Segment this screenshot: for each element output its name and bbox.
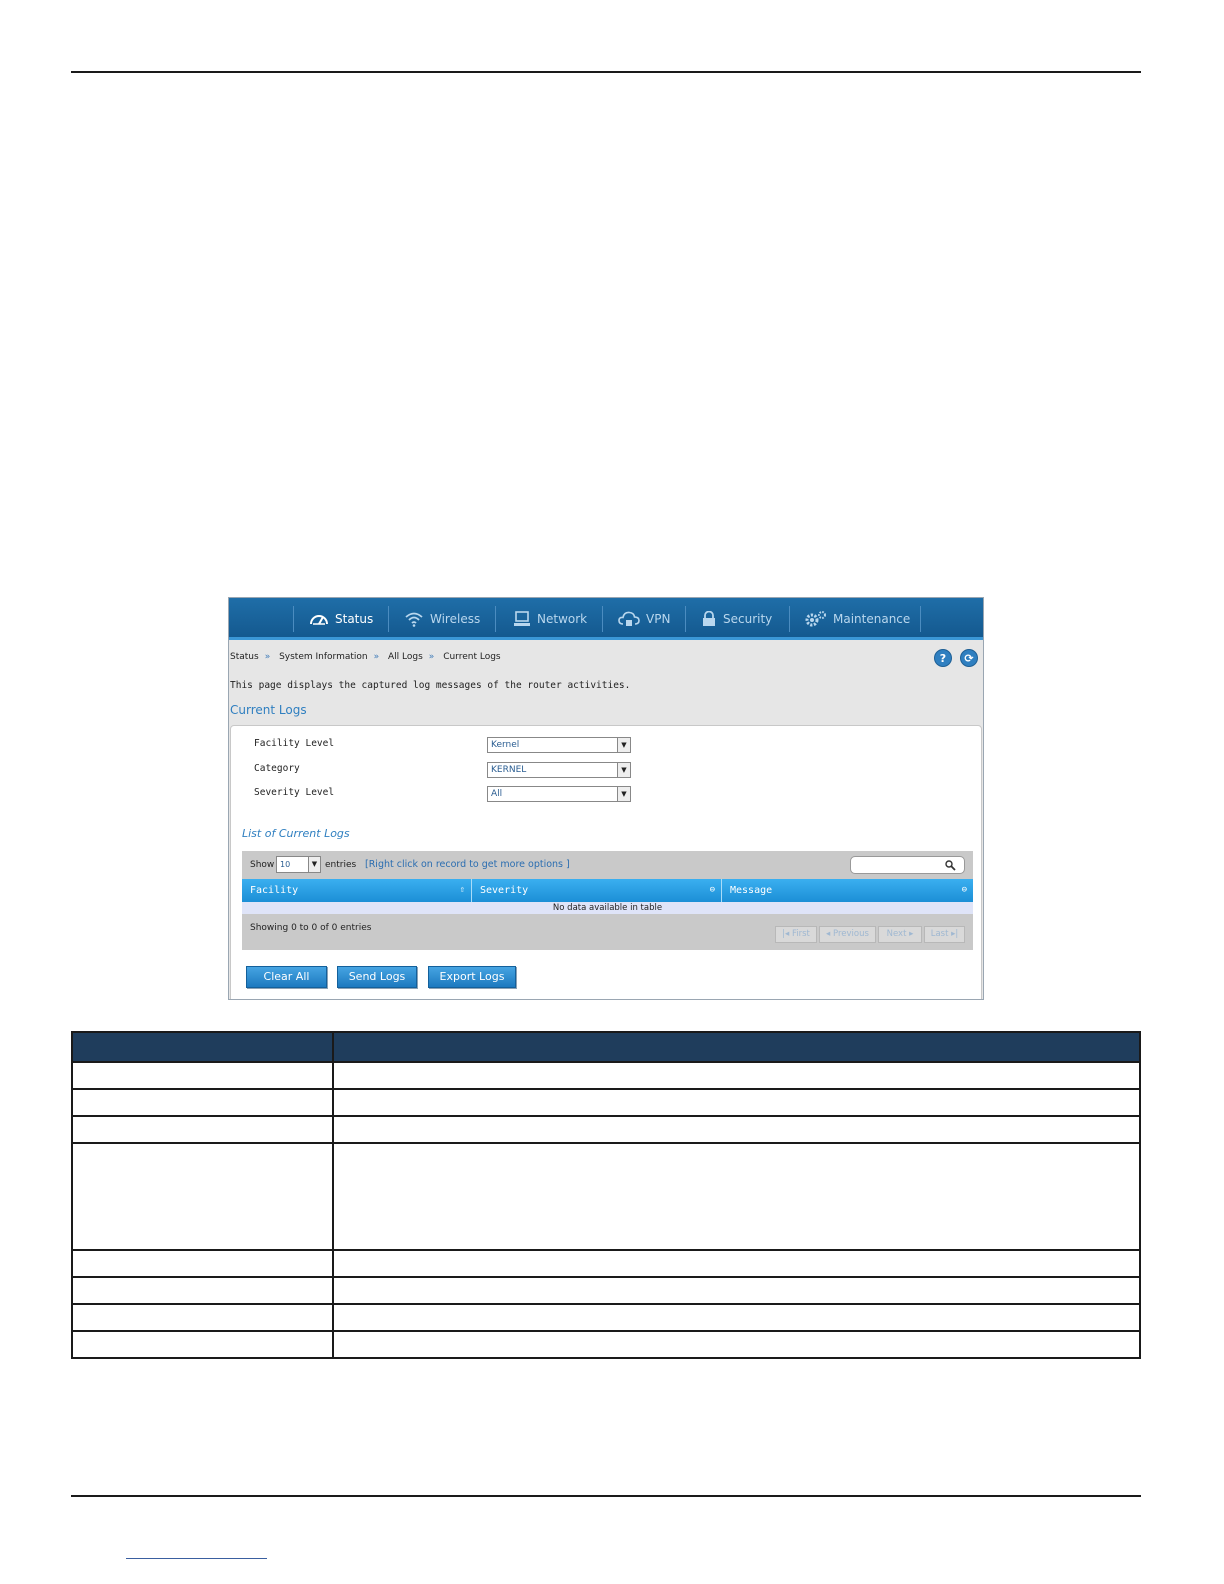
nav-network-label: Network — [537, 612, 588, 626]
chevron-down-icon: ▼ — [617, 787, 630, 801]
chevron-down-icon: ▼ — [617, 738, 630, 752]
nav-divider — [685, 606, 686, 632]
table-row — [72, 1277, 1140, 1304]
pager-last-button[interactable] — [924, 926, 965, 943]
pager-first-label: First — [791, 929, 810, 939]
breadcrumb-separator: » — [264, 652, 271, 662]
pager-previous-label: Previous — [833, 929, 869, 939]
nav-maintenance[interactable] — [805, 609, 910, 629]
sort-asc-icon: ⇧ — [459, 885, 465, 895]
column-facility[interactable] — [242, 879, 472, 902]
search-icon — [945, 860, 956, 871]
nav-security[interactable] — [701, 609, 772, 629]
nav-divider — [388, 606, 389, 632]
footer-rule — [71, 1495, 1141, 1497]
gear-icon — [805, 611, 827, 627]
gauge-icon — [309, 612, 329, 626]
breadcrumb-item[interactable]: Status — [230, 652, 259, 662]
nav-wireless[interactable] — [404, 609, 480, 629]
refresh-button[interactable]: ⟳ — [960, 649, 978, 667]
breadcrumb-separator: » — [373, 652, 380, 662]
sort-icon: ⊖ — [961, 885, 967, 895]
list-title: List of Current Logs — [242, 827, 350, 840]
pager-last-icon: ▸| — [948, 929, 959, 939]
nav-vpn-label: VPN — [646, 612, 671, 626]
page-title: Current Logs — [230, 703, 307, 717]
severity-level-label: Severity Level — [254, 787, 335, 798]
page-description: This page displays the captured log messages of the router activities. — [230, 680, 631, 691]
nav-divider — [293, 606, 294, 632]
empty-table-message: No data available in table — [242, 902, 973, 914]
breadcrumb-item[interactable]: System Information — [279, 652, 368, 662]
lock-icon — [701, 611, 717, 627]
header-rule — [71, 71, 1141, 73]
table-row — [72, 1304, 1140, 1331]
column-facility-label: Facility — [250, 885, 299, 896]
header-cell — [333, 1032, 1140, 1062]
table-row — [72, 1089, 1140, 1116]
pager-next-icon: ▸ — [906, 929, 914, 939]
column-message-label: Message — [730, 885, 773, 896]
table-toolbar — [242, 851, 973, 879]
pager-next-button[interactable] — [878, 926, 922, 943]
table-header-row — [72, 1032, 1140, 1062]
footer-link-underline[interactable] — [126, 1558, 267, 1559]
facility-level-value: Kernel — [491, 740, 520, 750]
sort-icon: ⊖ — [709, 885, 715, 895]
pager-first-button[interactable] — [775, 926, 817, 943]
severity-level-select[interactable] — [487, 786, 631, 802]
entries-label: entries — [325, 860, 357, 870]
computer-icon — [513, 611, 531, 627]
chevron-down-icon: ▼ — [617, 763, 630, 777]
nav-network[interactable] — [513, 609, 587, 629]
category-label: Category — [254, 763, 300, 774]
facility-level-label: Facility Level — [254, 738, 335, 749]
table-footer — [242, 914, 973, 950]
top-nav — [229, 598, 983, 640]
nav-divider — [495, 606, 496, 632]
nav-maintenance-label: Maintenance — [833, 612, 911, 626]
pager-next-label: Next — [886, 929, 907, 939]
clear-all-button[interactable]: Clear All — [246, 966, 327, 988]
category-value: KERNEL — [491, 765, 527, 775]
entries-per-page-select[interactable] — [276, 856, 321, 873]
export-logs-button[interactable]: Export Logs — [428, 966, 516, 988]
breadcrumb-item[interactable]: All Logs — [388, 652, 423, 662]
chevron-down-icon: ▼ — [308, 857, 320, 872]
breadcrumb — [230, 652, 507, 662]
column-severity[interactable] — [472, 879, 722, 902]
table-row — [72, 1116, 1140, 1143]
pager-previous-button[interactable] — [819, 926, 876, 943]
table-row — [72, 1331, 1140, 1358]
table-row — [72, 1143, 1140, 1250]
right-click-hint: [Right click on record to get more options ] — [365, 859, 570, 870]
table-row — [72, 1062, 1140, 1089]
severity-level-value: All — [491, 789, 503, 799]
nav-security-label: Security — [723, 612, 773, 626]
category-select[interactable] — [487, 762, 631, 778]
breadcrumb-item: Current Logs — [443, 652, 501, 662]
facility-level-select[interactable] — [487, 737, 631, 753]
header-cell — [72, 1032, 333, 1062]
nav-divider — [920, 606, 921, 632]
send-logs-button[interactable]: Send Logs — [337, 966, 417, 988]
logs-panel — [230, 725, 982, 1000]
pager-first-icon: |◂ — [782, 929, 792, 939]
breadcrumb-separator: » — [428, 652, 435, 662]
entries-info: Showing 0 to 0 of 0 entries — [250, 923, 372, 933]
nav-status-label: Status — [335, 612, 374, 626]
pager-previous-icon: ◂ — [826, 929, 834, 939]
nav-status[interactable] — [309, 609, 373, 629]
show-label: Show — [250, 860, 275, 870]
nav-divider — [602, 606, 603, 632]
search-input[interactable] — [850, 856, 965, 874]
nav-divider — [789, 606, 790, 632]
nav-vpn[interactable] — [618, 609, 670, 629]
entries-per-page-value: 10 — [280, 860, 291, 869]
field-description-table — [71, 1031, 1141, 1359]
wifi-icon — [404, 611, 424, 627]
cloud-lock-icon — [618, 611, 640, 627]
table-row — [72, 1250, 1140, 1277]
column-severity-label: Severity — [480, 885, 529, 896]
help-button[interactable]: ? — [934, 649, 952, 667]
column-message[interactable] — [722, 879, 973, 902]
nav-wireless-label: Wireless — [430, 612, 481, 626]
router-ui-screenshot — [228, 597, 984, 1000]
pager-last-label: Last — [930, 929, 949, 939]
table-header — [242, 879, 973, 902]
